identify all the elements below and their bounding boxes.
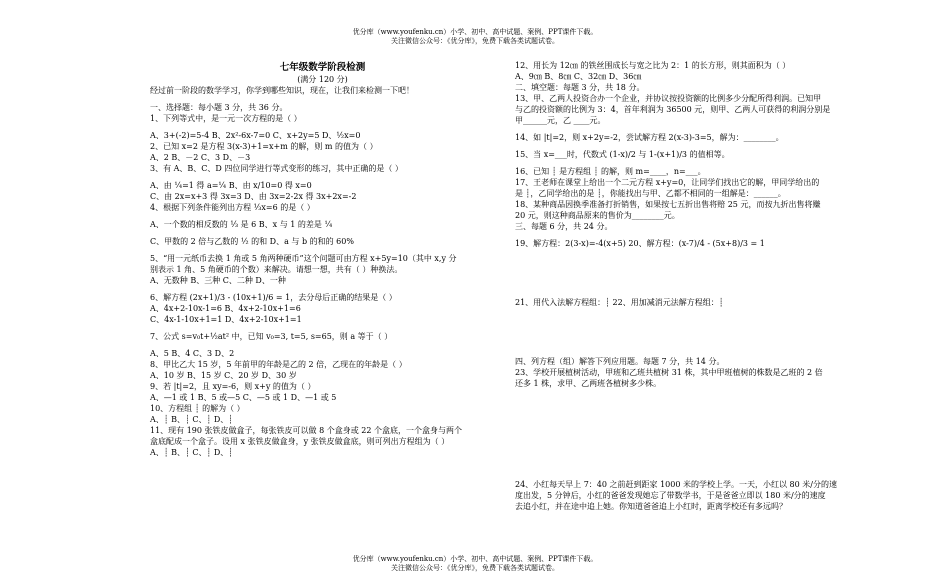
question-line: A、10 岁 B、15 岁 C、20 岁 D、30 岁 (150, 371, 297, 380)
header-line-1: 优分库（www.youfenku.cn）小学、初中、高中试题、案例、PPT课件下载。 (352, 28, 598, 36)
question-line: 14、如 |t|=2，则 x+2y=-2，尝试解方程 2(x-3)-3=5，解为：________。 (515, 133, 784, 142)
question-line: C、甲数的 2 倍与乙数的 ½ 的和 D、a 与 b 的和的 60% (150, 237, 354, 246)
question-line: 与乙的投资额的比例为 3：4，首年利润为 36500 元，则甲、乙两人可获得的利润分别是 (515, 105, 831, 114)
question-line: 甲______元，乙 ____元。 (515, 116, 606, 125)
footer-line-1: 优分库（www.youfenku.cn）小学、初中、高中试题、案例、PPT课件下载。 (352, 555, 598, 563)
question-line: 18、某种商品因换季准备打折销售，如果按七五折出售将赔 25 元，而按九折出售将赚 (515, 200, 821, 209)
left-column (150, 62, 495, 458)
question-line: 17、王老师在课堂上给出一个二元方程 x+y=0，让同学们找出它的解，甲同学给出的 (515, 178, 820, 187)
question-line: 16、已知 ┊ 是方程组 ┊ 的解，则 m=____，n=___。 (515, 167, 706, 176)
page-header (0, 28, 950, 46)
footer-line-2: 关注微信公众号：《优分库》，免费下载各类试题试卷。 (391, 564, 559, 572)
question-line: 去追小红，并在途中追上她。你知道爸爸追上小红时，距离学校还有多远吗？ (515, 502, 787, 511)
question-line: A、—1 或 1 B、5 或—5 C、—5 或 1 D、—1 或 5 (150, 393, 337, 402)
question-line: A、4x+2-10x-1=6 B、4x+2-10x+1=6 (150, 304, 301, 313)
question-line: 10、方程组 ┊ 的解为（ ） (150, 404, 245, 413)
question-line: A、9㎝ B、8㎝ C、32㎝ D、36㎝ (515, 72, 642, 81)
question-line: 6、解方程 (2x+1)/3 - (10x+1)/6 = 1，去分母后正确的结果是（ ） (150, 293, 397, 302)
page-footer (0, 555, 950, 573)
question-line: A、┊ B、┊ C、┊ D、┊ (150, 415, 234, 424)
question-line: 是 ┊，乙同学给出的是 ┊，你能找出与甲、乙都不相同的一组解是：______。 (515, 189, 786, 198)
question-line: 还多 1 株，求甲、乙两班各植树多少株。 (515, 379, 662, 388)
question-line: A、3+(-2)=5-4 B、2x²-6x-7=0 C、x+2y=5 D、½x=0 (150, 131, 361, 140)
exam-subtitle: (满分 120 分) (297, 75, 348, 84)
intro-text: 经过前一阶段的数学学习，你学到哪些知识，现在，让我们来检测一下吧！ (150, 86, 414, 95)
question-line: A、无数种 B、三种 C、二种 D、一种 (150, 276, 286, 285)
question-line: A、5 B、4 C、3 D、2 (150, 349, 235, 358)
question-line: 24、小红每天早上 7：40 之前赶到距家 1000 米的学校上学。一天，小红以 80 米/分的速 (515, 480, 837, 489)
question-line: C、4x-1-10x+1=1 D、4x+2-10x+1=1 (150, 315, 302, 324)
question-line: 23、学校开展植树活动，甲班和乙班共植树 31 株，其中甲班植树的株数是乙班的 2 倍 (515, 368, 823, 377)
question-line: 度出发，5 分钟后，小红的爸爸发现她忘了带数学书，于是爸爸立即以 180 米/分的速度 (515, 491, 826, 500)
question-line: A、一个数的相反数的 ⅓ 是 6 B、x 与 1 的差是 ¼ (150, 220, 333, 229)
exam-title: 七年级数学阶段检测 (279, 62, 366, 73)
question-line: A、┊ B、┊ C、┊ D、┊ (150, 448, 234, 457)
section-2-heading: 二、填空题：每题 3 分，共 18 分。 (515, 83, 645, 92)
question-line: A、2 B、－2 C、3 D、－3 (150, 153, 251, 162)
question-line: 别表示 1 角、5 角硬币的个数）来解决。请想一想，共有（ ）种换法。 (150, 265, 403, 274)
question-line: 1、下列等式中，是一元一次方程的是（ ） (150, 114, 302, 123)
question-line: 2、已知 x=2 是方程 3(x-3)+1=x+m 的解，则 m 的值为（ ） (150, 142, 378, 151)
right-column (515, 60, 845, 512)
question-line: A、由 ¼=1 得 a=¼ B、由 x/10=0 得 x=0 (150, 181, 312, 190)
question-line: 5、“用一元纸币去换 1 角或 5 角两种硬币”这个问题可由方程 x+5y=10（其中 x,y 分 (150, 254, 457, 263)
question-line: 盒底配成一个盒子。设用 x 张铁皮做盒身，y 张铁皮做盒底，则可列出方程组为（ ） (150, 437, 450, 446)
section-4-heading: 四、列方程（组）解答下列应用题。每题 7 分，共 14 分。 (515, 357, 725, 366)
question-line: 9、若 |t|=2，且 xy=-6，则 x+y 的值为（ ） (150, 382, 316, 391)
question-line: 4、根据下列条件能列出方程 ⅓x=6 的是（ ） (150, 203, 315, 212)
question-line: 3、有 A、B、C、D 四位同学进行等式变形的练习，其中正确的是（ ） (150, 164, 403, 173)
section-3-heading: 三、每题 6 分，共 24 分。 (515, 222, 613, 231)
header-line-2: 关注微信公众号：《优分库》，免费下载各类试题试卷。 (391, 37, 559, 45)
section-1-heading: 一、选择题：每小题 3 分，共 36 分。 (150, 103, 288, 112)
question-line: 21、用代入法解方程组：┊ 22、用加减消元法解方程组：┊ (515, 298, 724, 307)
question-line: 7、公式 s=v₀t+½at² 中，已知 v₀=3, t=5, s=65，则 a 等于（ ） (150, 332, 393, 341)
question-line: 19、解方程：2(3-x)=-4(x+5) 20、解方程：(x-7)/4 - (5x+8)/3 = 1 (515, 239, 765, 248)
question-line: 13、甲、乙两人投资合办一个企业，并协议按投资额的比例多少分配所得利润。已知甲 (515, 94, 822, 103)
question-line: 15、当 x=___时，代数式 (1-x)/2 与 1-(x+1)/3 的值相等。 (515, 150, 730, 159)
question-line: 20 元，则这种商品原来的售价为________元。 (515, 211, 680, 220)
question-line: 11、现有 190 张铁皮做盒子，每张铁皮可以做 8 个盒身或 22 个盒底，一个盒身与两个 (150, 426, 462, 435)
question-line: C、由 2x=x+3 得 3x=3 D、由 3x=2-2x 得 3x+2x=-2 (150, 192, 357, 201)
question-line: 8、甲比乙大 15 岁，5 年前甲的年龄是乙的 2 倍，乙现在的年龄是（ ） (150, 360, 407, 369)
question-line: 12、用长为 12㎝ 的铁丝围成长与宽之比为 2：1 的长方形，则其面积为（ ） (515, 61, 791, 70)
